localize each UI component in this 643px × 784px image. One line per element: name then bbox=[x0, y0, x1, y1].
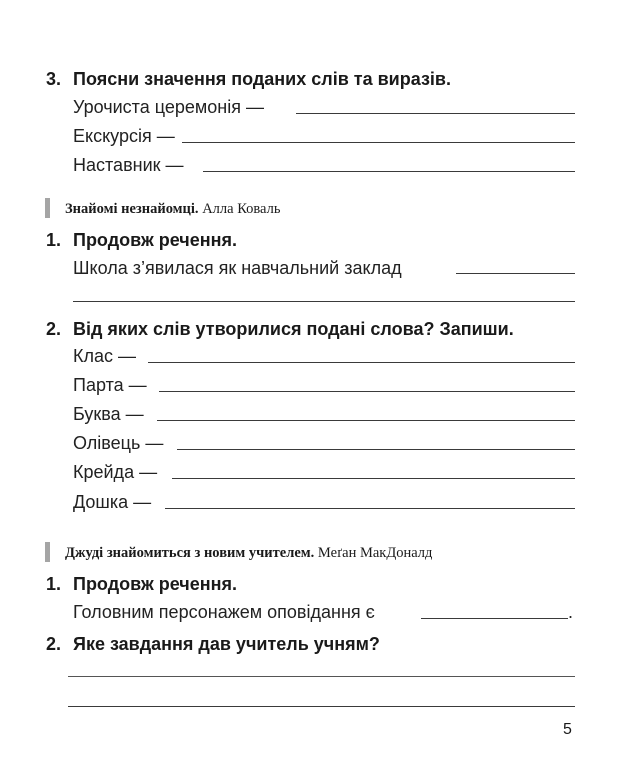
answer-prompt: Крейда — bbox=[73, 462, 158, 482]
task-title: Продовж речення. bbox=[73, 574, 237, 594]
answer-line[interactable] bbox=[148, 362, 575, 363]
task-heading bbox=[46, 573, 237, 595]
source-author: Меґан МакДоналд bbox=[317, 545, 433, 561]
task-title: Продовж речення. bbox=[73, 230, 237, 250]
answer-prompt: Урочиста церемонія — bbox=[73, 97, 264, 117]
answer-line[interactable] bbox=[182, 142, 575, 143]
source-title: Джуді знайомиться з новим учителем. bbox=[65, 545, 315, 561]
task-title: Від яких слів утворилися подані слова? Запиши. bbox=[73, 319, 514, 339]
answer-line[interactable] bbox=[68, 676, 575, 677]
task-heading bbox=[46, 229, 237, 251]
answer-prompt: Дошка — bbox=[73, 492, 152, 512]
answer-prompt: Буква — bbox=[73, 404, 144, 424]
source-title: Знайомі незнайомці. bbox=[65, 201, 199, 217]
answer-line[interactable] bbox=[172, 478, 575, 479]
page-number: 5 bbox=[563, 721, 572, 738]
sentence-prompt: Головним персонажем оповідання є bbox=[73, 602, 375, 622]
task-number: 1. bbox=[46, 230, 62, 250]
sentence-prompt: Школа з’явилася як навчальний заклад bbox=[73, 258, 402, 278]
answer-prompt: Парта — bbox=[73, 375, 147, 395]
answer-line[interactable] bbox=[177, 449, 575, 450]
task-number: 1. bbox=[46, 574, 62, 594]
answer-line[interactable] bbox=[73, 301, 575, 302]
task-heading bbox=[46, 68, 451, 90]
answer-prompt: Клас — bbox=[73, 346, 136, 366]
section-marker bbox=[45, 542, 50, 562]
answer-line[interactable] bbox=[296, 113, 575, 114]
answer-prompt: Екскурсія — bbox=[73, 126, 175, 146]
answer-line[interactable] bbox=[165, 508, 575, 509]
source-author: Алла Коваль bbox=[202, 201, 281, 217]
task-number: 2. bbox=[46, 319, 62, 339]
source-reference bbox=[65, 544, 432, 562]
task-heading bbox=[46, 633, 380, 655]
answer-line[interactable] bbox=[68, 706, 575, 707]
answer-line[interactable] bbox=[157, 420, 575, 421]
task-number: 3. bbox=[46, 69, 62, 89]
answer-line[interactable] bbox=[421, 618, 568, 619]
task-number: 2. bbox=[46, 634, 62, 654]
sentence-end-mark: . bbox=[568, 602, 574, 622]
task-title: Поясни значення поданих слів та виразів. bbox=[73, 69, 451, 89]
answer-prompt: Олівець — bbox=[73, 433, 164, 453]
answer-line[interactable] bbox=[159, 391, 575, 392]
answer-line[interactable] bbox=[456, 273, 575, 274]
answer-line[interactable] bbox=[203, 171, 575, 172]
section-marker bbox=[45, 198, 50, 218]
answer-prompt: Наставник — bbox=[73, 155, 184, 175]
task-title: Яке завдання дав учитель учням? bbox=[73, 634, 380, 654]
task-heading bbox=[46, 318, 514, 340]
source-reference bbox=[65, 200, 280, 218]
